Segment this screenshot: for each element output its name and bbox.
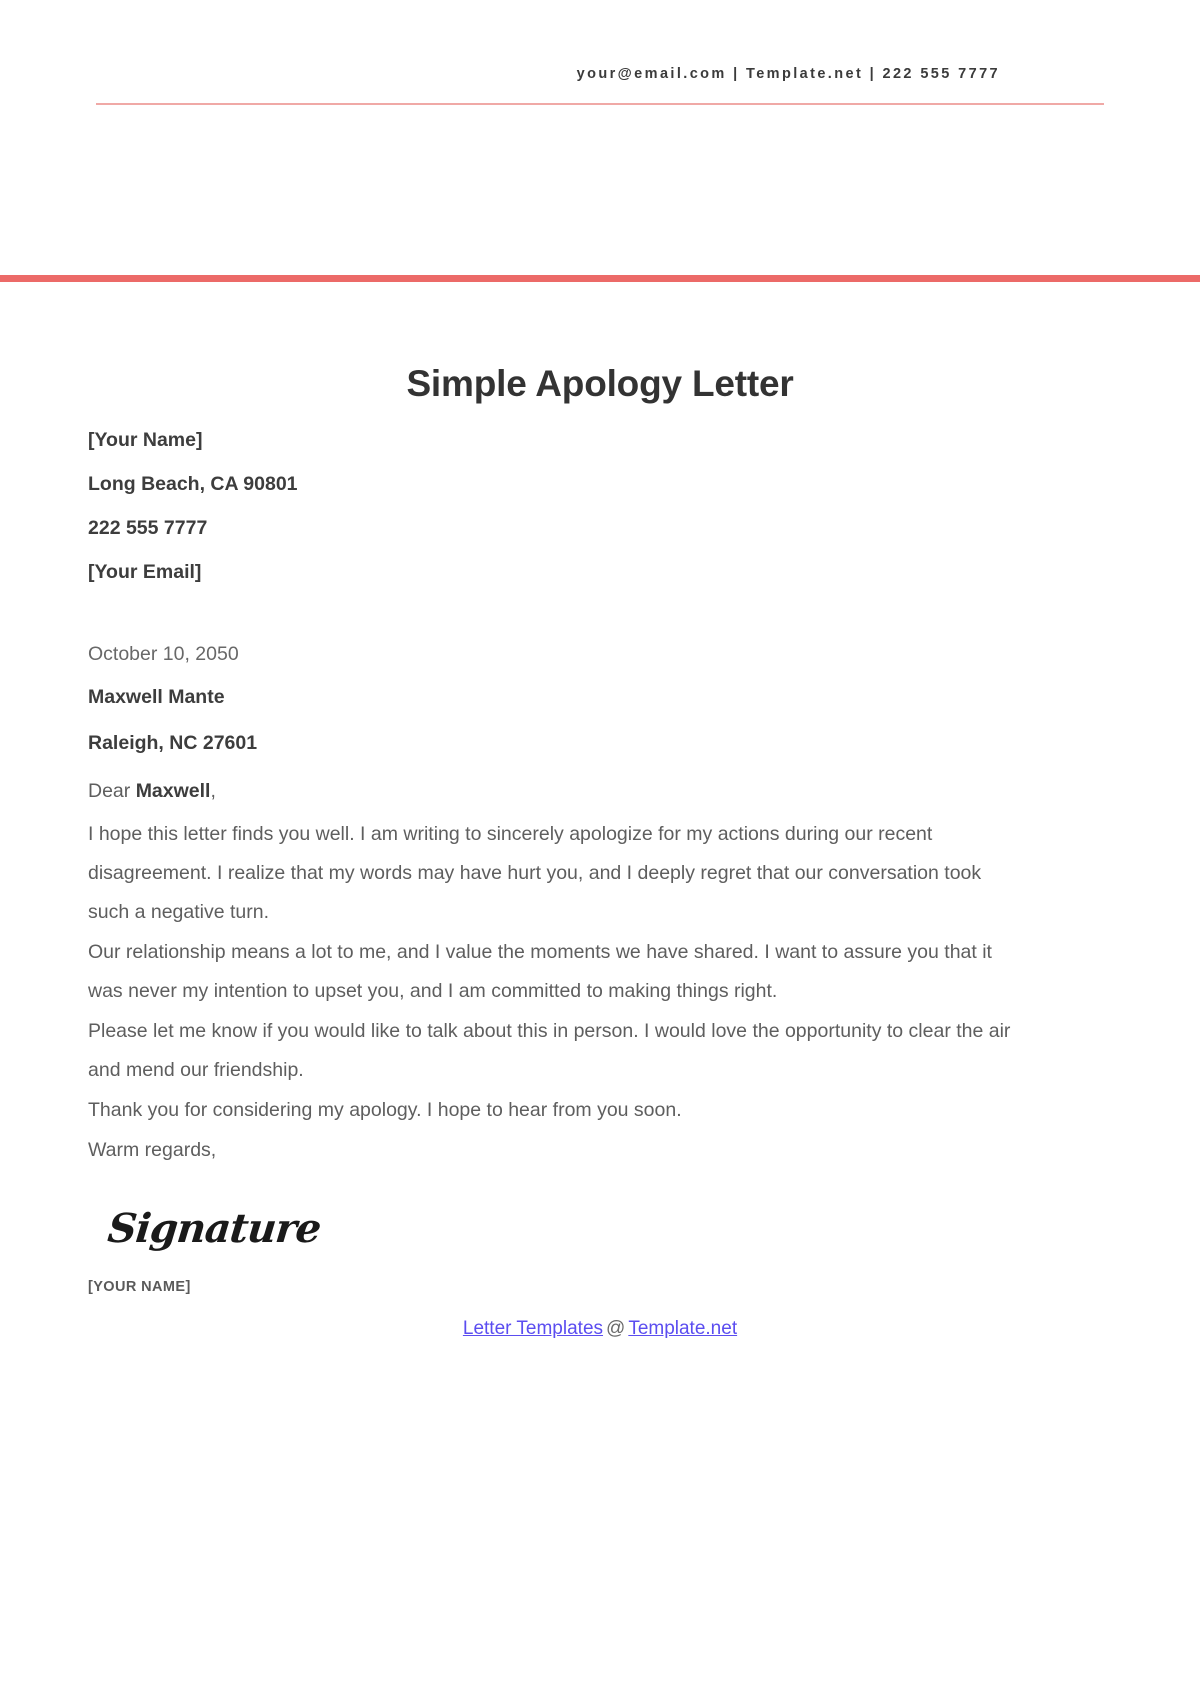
body-paragraph-4: Thank you for considering my apology. I hope to hear from you soon. (88, 1099, 682, 1121)
recipient-block (88, 642, 1112, 755)
signer-printed-name: [YOUR NAME] (88, 1279, 191, 1295)
sender-phone: 222 555 7777 (88, 517, 208, 539)
letter-templates-link[interactable]: Letter Templates (462, 1318, 604, 1339)
footer (88, 1316, 1112, 1342)
sender-block (88, 428, 1112, 584)
sender-name: [Your Name] (88, 429, 203, 451)
sender-address: Long Beach, CA 90801 (88, 473, 298, 495)
body-paragraph-1: I hope this letter finds you well. I am writing to sincerely apologize for my actions during our recent disagreement. I realize that my words may have hurt you, and I deeply regret that our conversation took such a negative turn. (88, 823, 982, 923)
salutation (88, 777, 1112, 805)
body-paragraph-2: Our relationship means a lot to me, and I value the moments we have shared. I want to assure you that it was never my intention to upset you, and I am committed to making things right. (88, 941, 992, 1002)
body-paragraph-3: Please let me know if you would like to talk about this in person. I would love the opportunity to clear the air and mend our friendship. (88, 1020, 1011, 1081)
closing-line: Warm regards, (88, 1139, 217, 1161)
template-net-link[interactable]: Template.net (628, 1318, 738, 1339)
letter-date: October 10, 2050 (88, 643, 239, 665)
recipient-address: Raleigh, NC 27601 (88, 732, 258, 754)
letterhead-contact-info: your@email.com | Template.net | 222 555 7777 (576, 66, 1000, 82)
salutation-greeting: Dear (88, 780, 136, 802)
footer-separator: @ (606, 1318, 626, 1339)
signature-script: Signature (105, 1205, 323, 1252)
signature-block (88, 1206, 1112, 1296)
sender-email: [Your Email] (88, 561, 202, 583)
page-title: Simple Apology Letter (406, 363, 794, 404)
letter-body (0, 300, 1200, 1342)
recipient-name: Maxwell Mante (88, 686, 225, 708)
accent-bar (0, 275, 1200, 282)
letter-content (0, 428, 1200, 1342)
salutation-recipient-name: Maxwell (135, 780, 211, 802)
letterhead (0, 0, 1200, 120)
letterhead-divider (96, 103, 1104, 105)
salutation-punctuation: , (210, 780, 216, 802)
